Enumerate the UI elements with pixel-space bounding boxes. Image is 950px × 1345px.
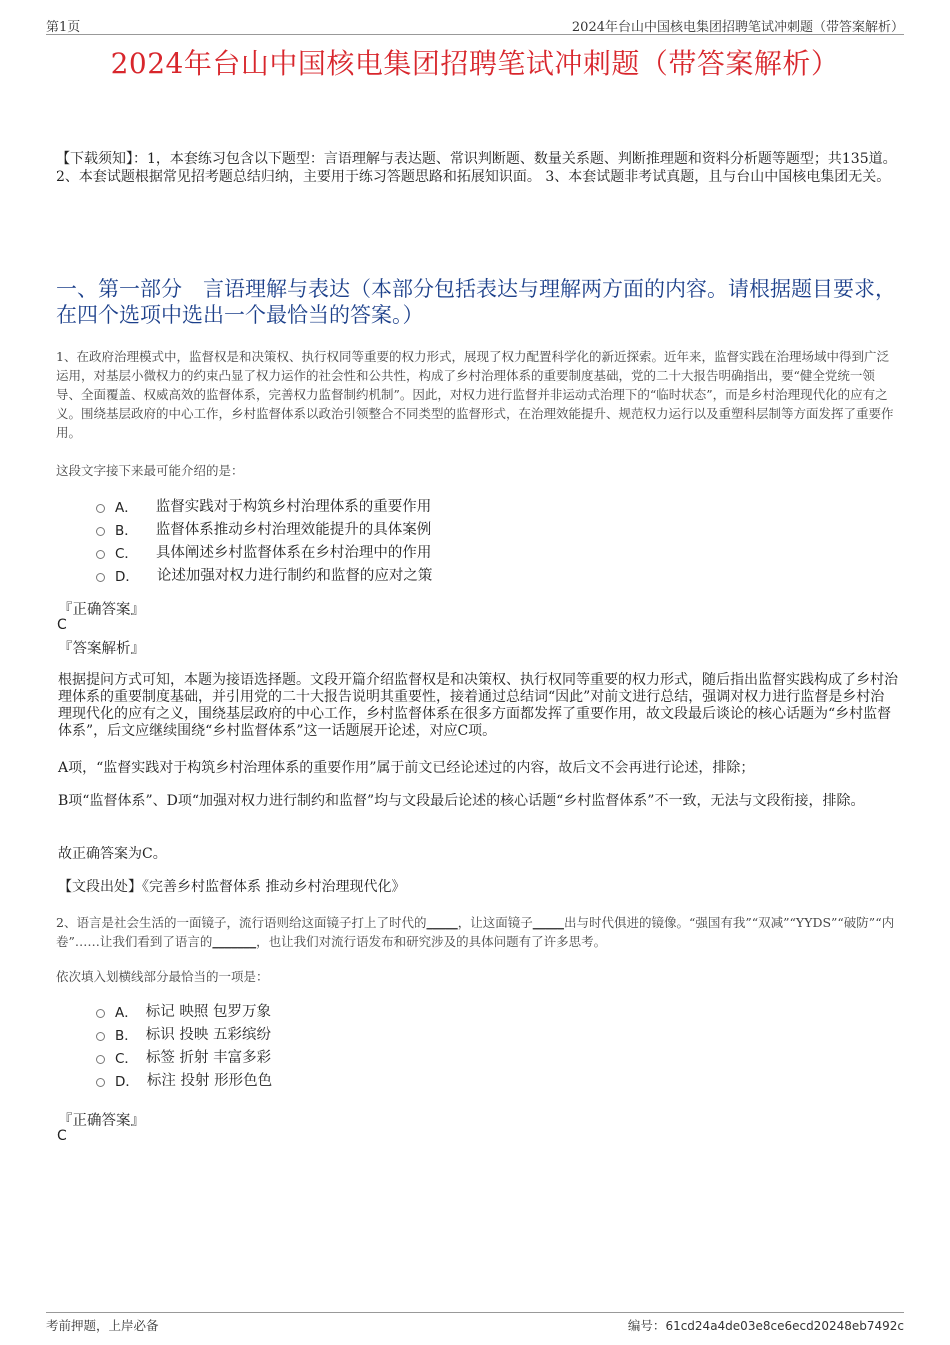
answer-value: C [57,1128,67,1144]
option-text: 标签 折射 丰富多彩 [145,1050,272,1066]
question-2-text: 2、语言是社会生活的一面镜子，流行语则给这面镜子打上了时代的_____，让这面镜子_____出与时代俱进的镜像。“强国有我”“双减”“YYDS”“破防”“内卷”……让我们看到了语言的_______，也让我们对流行语发布和研究涉及的具体问题有了许多思考。 [56,915,895,949]
page-number: 第1页 [46,20,81,35]
radio-icon[interactable] [96,1055,105,1064]
option-d[interactable] [96,563,432,586]
option-label: A． [115,499,138,516]
question-1-options [96,494,432,586]
radio-icon[interactable] [96,504,105,513]
explanation-paragraph: A项，“监督实践对于构筑乡村治理体系的重要作用”属于前文已经论述过的内容，故后文不会再进行论述，排除； [58,760,755,776]
option-text: 标记 映照 包罗万象 [145,1004,271,1020]
question-1-prompt: 这段文字接下来最可能介绍的是： [56,463,244,478]
page-footer [46,1312,904,1333]
option-c[interactable] [96,540,432,563]
header-doc-title: 2024年台山中国核电集团招聘笔试冲刺题（带答案解析） [571,20,904,35]
option-text: 论述加强对权力进行制约和监督的应对之策 [156,568,433,584]
option-b[interactable] [96,517,432,540]
option-a[interactable] [96,494,432,517]
footer-code: 编号：61cd24a4de03e8ce6ecd20248eb7492c [627,1318,904,1333]
option-label: C． [115,545,138,562]
radio-icon[interactable] [96,1009,105,1018]
option-text: 监督实践对于构筑乡村治理体系的重要作用 [155,499,432,515]
radio-icon[interactable] [96,573,105,582]
radio-icon[interactable] [96,550,105,559]
answer-label: 『正确答案』 [58,1113,145,1129]
option-a[interactable] [96,999,272,1022]
radio-icon[interactable] [96,1032,105,1041]
blank-3: _______ [212,934,257,949]
option-label: D． [115,1073,139,1090]
question-1-text: 1、在政府治理模式中，监督权是和决策权、执行权同等重要的权力形式，展现了权力配置科学化的新近探索。近年来，监督实践在治理场域中得到广泛运用，对基层小微权力的约束凸显了权力运作的社会性和公共性，构成了乡村治理体系的重要制度基础，党的二十大报告明确指出，要“健全党统一领导、全面覆盖、权威高效的监督体系，完善权力监督制约机制”。因此，对权力进行监督并非运动式治理下的“临时状态”，而是乡村治理现代化的应有之义。围绕基层政府的中心工作，乡村监督体系以政治引领整合不同类型的监督形式，在治理效能提升、规范权力运行以及重塑科层制等方面发挥了重要作用。 [56,349,894,440]
blank-1: _____ [426,915,458,930]
option-text: 标识 投映 五彩缤纷 [145,1027,271,1043]
option-text: 标注 投射 形形色色 [146,1073,273,1089]
explanation-paragraph: B项“监督体系”、D项“加强对权力进行制约和监督”均与文段最后论述的核心话题“乡村监督体系”不一致，无法与文段衔接，排除。 [58,793,865,809]
explanation-label: 『答案解析』 [58,641,145,657]
page-header [46,14,904,35]
answer-value: C [57,617,67,633]
explanation-paragraph: 根据提问方式可知，本题为接语选择题。文段开篇介绍监督权是和决策权、执行权同等重要的权力形式，随后指出监督实践构成了乡村治理体系的重要制度基础，并引用党的二十大报告说明其重要性，接着通过总结词“因此”对前文进行总结，强调对权力进行监督是乡村治理现代化的应有之义，围绕基层政府的中心工作，乡村监督体系在很多方面都发挥了重要作用，故文段最后谈论的核心话题为“乡村监督体系”，后文应继续围绕“乡村监督体系”这一话题展开论述，对应C项。 [58,672,898,739]
radio-icon[interactable] [96,527,105,536]
option-label: B． [115,1027,138,1044]
option-label: A． [115,1004,138,1021]
option-b[interactable] [96,1022,272,1045]
text-source: 【文段出处】《完善乡村监督体系 推动乡村治理现代化》 [58,879,406,895]
answer-label: 『正确答案』 [58,602,145,618]
option-label: C． [115,1050,138,1067]
blank-2: _____ [532,915,564,930]
section-title: 一、第一部分 言语理解与表达（本部分包括表达与理解两方面的内容。请根据题目要求，在四个选项中选出一个最恰当的答案。） [56,277,896,327]
option-text: 监督体系推动乡村治理效能提升的具体案例 [155,522,432,538]
option-label: B． [115,522,138,539]
option-label: D． [115,568,139,585]
question-2-options [96,999,272,1091]
document-title: 2024年台山中国核电集团招聘笔试冲刺题（带答案解析） [110,47,840,80]
download-notice: 【下载须知】：1，本套练习包含以下题型：言语理解与表达题、常识判断题、数量关系题、判断推理题和资料分析题等题型；共135道。 2、本套试题根据常见招考题总结归纳，主要用于练习答题思路和拓展知识面。 3、本套试题非考试真题，且与台山中国核电集团无关。 [56,151,897,185]
option-text: 具体阐述乡村监督体系在乡村治理中的作用 [155,545,432,561]
explanation-conclusion: 故正确答案为C。 [58,846,167,862]
option-d[interactable] [96,1068,272,1091]
question-2-prompt: 依次填入划横线部分最恰当的一项是： [56,969,269,984]
radio-icon[interactable] [96,1078,105,1087]
option-c[interactable] [96,1045,272,1068]
footer-slogan: 考前押题，上岸必备 [46,1318,159,1333]
